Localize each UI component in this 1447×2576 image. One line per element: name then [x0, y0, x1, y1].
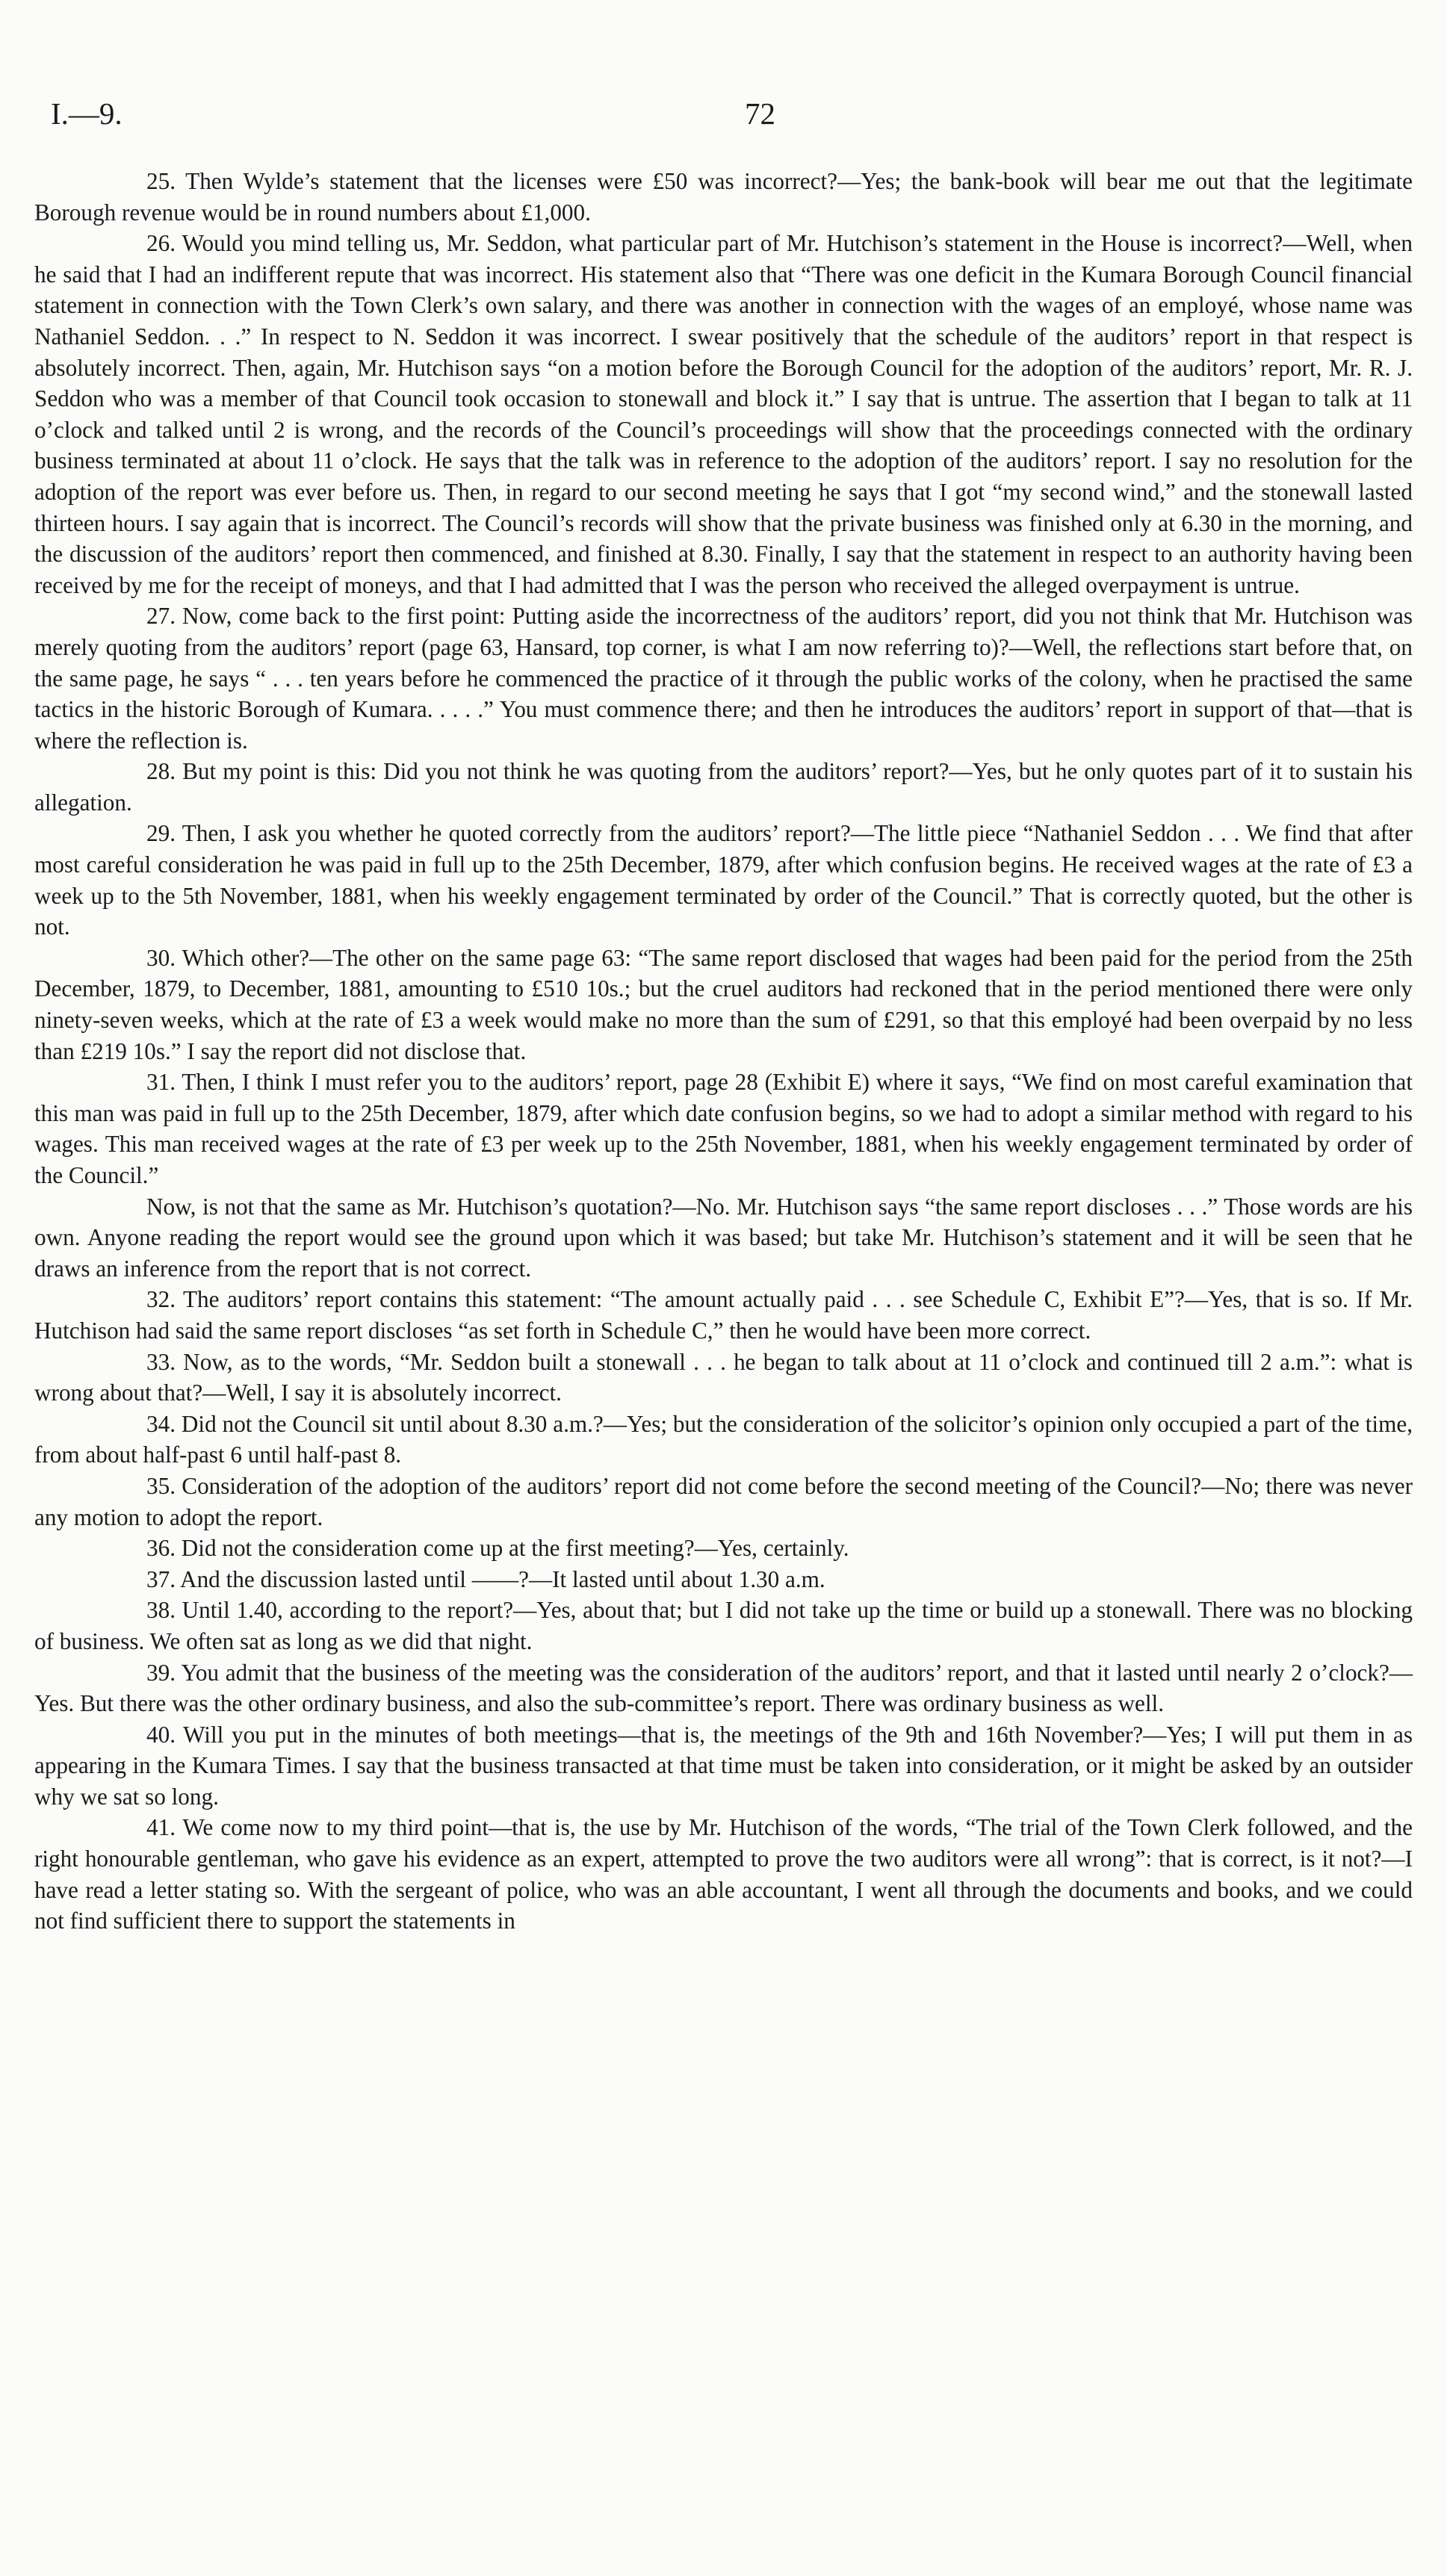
paragraph-31: 31. Then, I think I must refer you to the auditors’ report, page 28 (Exhibit E) where it says, “We find on most careful examination that this man was paid in full up to the 25th December, 1879, after which date confusion begins, so we had to adopt a similar method with regard to his wages. This man received wages at the rate of £3 per week up to the 25th November, 1881, when his weekly engagement terminated by order of the Council.” — [34, 1069, 1413, 1188]
paragraph-36: 36. Did not the consideration come up at the first meeting?—Yes, certainly. — [146, 1535, 849, 1562]
paragraph-41: 41. We come now to my third point—that is, the use by Mr. Hutchison of the words, “The trial of the Town Clerk followed, and the right honourable gentleman, who gave his evidence as an expert, attempted to prove the two auditors were all wrong”: that is correct, is it not?—I have read a letter stating so. With the sergeant of police, who was an able accountant, I went all through the documents and books, and we could not find sufficient there to support the statements in — [34, 1814, 1413, 1934]
paragraph-27: 27. Now, come back to the first point: Putting aside the incorrectness of the auditors’ report, did you not think that Mr. Hutchison was merely quoting from the auditors’ report (page 63, Hansard, top corner, is what I am now referring to)?—Well, the reflections start before that, on the same page, he says “ . . . ten years before he commenced the practice of it through the public works of the colony, when he practised the same tactics in the historic Borough of Kumara. . . . .” You must commence there; and then he introduces the auditors’ report in support of that—that is where the reflection is. — [34, 603, 1413, 754]
page-number: 72 — [745, 96, 775, 131]
paragraph-26: 26. Would you mind telling us, Mr. Seddon, what particular part of Mr. Hutchison’s statement in the House is incorrect?—Well, when he said that I had an indifferent repute that was incorrect. His statement also that “There was one deficit in the Kumara Borough Council financial statement in connection with the Town Clerk’s own salary, and there was another in connection with the wages of an employé, whose name was Nathaniel Seddon. . .” In respect to N. Seddon it was incorrect. I swear positively that the schedule of the auditors’ report in that respect is absolutely incorrect. Then, again, Mr. Hutchison says “on a motion before the Borough Council for the adoption of the auditors’ report, Mr. R. J. Seddon who was a member of that Council took occasion to stonewall and block it.” I say that is untrue. The assertion that I began to talk at 11 o’clock and talked until 2 is wrong, and the records of the Council’s proceedings will show that the proceedings connected with the ordinary business terminated at about 11 o’clock. He says that the talk was in reference to the adoption of the auditors’ report. I say no resolution for the adoption of the report was ever before us. Then, in regard to our second meeting he says that I got “my second wind,” and the stonewall lasted thirteen hours. I say again that is incorrect. The Council’s records will show that the private business was finished only at 6.30 in the morning, and the discussion of the auditors’ report then commenced, and finished at 8.30. Finally, I say that the statement in respect to an authority having been received by me for the receipt of moneys, and that I had admitted that I was the person who received the alleged overpayment is untrue. — [34, 230, 1413, 598]
page-header — [51, 91, 1395, 136]
paragraph-32: 32. The auditors’ report contains this statement: “The amount actually paid . . . see Schedule C, Exhibit E”?—Yes, that is so. If Mr. Hutchison had said the same report discloses “as set forth in Schedule C,” then he would have been more correct. — [34, 1286, 1413, 1344]
document-reference: I.—9. — [51, 96, 123, 131]
paragraph-39: 39. You admit that the business of the meeting was the consideration of the auditors’ report, and that it lasted until nearly 2 o’clock?—Yes. But there was the other ordinary business, and also the sub-committee’s report. There was ordinary business as well. — [34, 1659, 1413, 1717]
paragraph-30: 30. Which other?—The other on the same page 63: “The same report disclosed that wages had been paid for the period from the 25th December, 1879, to December, 1881, amounting to £510 10s.; but the cruel auditors had reckoned that in the period mentioned there were only ninety-seven weeks, which at the rate of £3 a week would make no more than the sum of £291, so that this employé had been overpaid by no less than £219 10s.” I say the report did not disclose that. — [34, 944, 1413, 1064]
paragraph-25: 25. Then Wylde’s statement that the licenses were £50 was incorrect?—Yes; the bank-book will bear me out that the legitimate Borough revenue would be in round numbers about £1,000. — [34, 168, 1413, 226]
paragraph-40: 40. Will you put in the minutes of both meetings—that is, the meetings of the 9th and 16th November?—Yes; I will put them in as appearing in the Kumara Times. I say that the business transacted at that time must be taken into consideration, or it might be asked by an outsider why we sat so long. — [34, 1721, 1413, 1810]
paragraph-34: 34. Did not the Council sit until about 8.30 a.m.?—Yes; but the consideration of the solicitor’s opinion only occupied a part of the time, from about half-past 6 until half-past 8. — [34, 1410, 1413, 1468]
paragraph-33: 33. Now, as to the words, “Mr. Seddon built a stonewall . . . he began to talk about at 11 o’clock and continued till 2 a.m.”: what is wrong about that?—Well, I say it is absolutely incorrect. — [34, 1348, 1413, 1406]
paragraph-28: 28. But my point is this: Did you not think he was quoting from the auditors’ report?—Yes, but he only quotes part of it to sustain his allegation. — [34, 758, 1413, 816]
paragraph-35: 35. Consideration of the adoption of the auditors’ report did not come before the second meeting of the Council?—No; there was never any motion to adopt the report. — [34, 1472, 1413, 1530]
paragraph-29: 29. Then, I ask you whether he quoted correctly from the auditors’ report?—The little piece “Nathaniel Seddon . . . We find that after most careful consideration he was paid in full up to the 25th December, 1879, after which confusion begins. He received wages at the rate of £3 a week up to the 5th November, 1881, when his weekly engagement terminated by order of the Council.” That is correctly quoted, but the other is not. — [34, 820, 1413, 940]
document-body — [34, 166, 1413, 1937]
paragraph-37: 37. And the discussion lasted until ——?—It lasted until about 1.30 a.m. — [146, 1565, 825, 1592]
paragraph-31-continued: Now, is not that the same as Mr. Hutchison’s quotation?—No. Mr. Hutchison says “the same report discloses . . .” Those words are his own. Anyone reading the report would see the ground upon which it was based; but take Mr. Hutchison’s statement and it will be seen that he draws an inference from the report that is not correct. — [34, 1193, 1413, 1282]
paragraph-38: 38. Until 1.40, according to the report?—Yes, about that; but I did not take up the time or build up a stonewall. There was no blocking of business. We often sat as long as we did that night. — [34, 1597, 1413, 1654]
